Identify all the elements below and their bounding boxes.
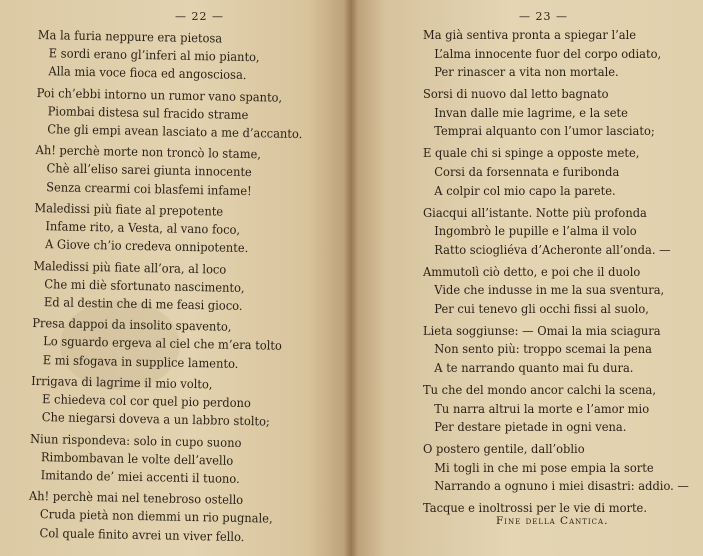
verse-line: Col quale finito avrei un viver fello. [39, 525, 245, 544]
verse-line: Ratto sciogliéva d’Acheronte all’onda. — [434, 242, 671, 257]
verse-line: Non sento più: troppo scemai la pena [434, 342, 653, 357]
verse-line: Ammutolì ciò detto, e poi che il duolo [423, 264, 641, 279]
verse-line: Cruda pietà non diemmi un rio pugnale, [39, 507, 273, 527]
poem-text [28, 26, 321, 547]
verse-line: Temprai alquanto con l’umor lasciato; [434, 124, 655, 139]
verse-line: Giacqui all’istante. Notte più profonda [423, 205, 647, 220]
verse-line: Ah! perchè mai nel tenebroso ostello [28, 489, 244, 508]
verse-line: Irrigava di lagrime il mio volto, [31, 373, 213, 392]
verse-line: Imitando de’ miei accenti il tuono. [40, 468, 240, 486]
verse-line: Niun rispondeva: solo in cupo suono [29, 431, 242, 450]
verse-line: E sordi erano gl’inferi al mio pianto, [48, 46, 260, 65]
verse-line: Lo sguardo ergeva al ciel che m’era tolto [43, 334, 282, 354]
verse-line: Senza crearmi coi blasfemi infame! [46, 179, 252, 198]
right-page [351, 0, 703, 556]
verse-line: Alla mia voce fioca ed angosciosa. [48, 64, 247, 83]
left-page [0, 0, 351, 556]
verse-line: Chè all’eliso sarei giunta innocente [46, 161, 252, 180]
verse-line: E quale chi si spinge a opposte mete, [423, 146, 640, 161]
poem-text [423, 26, 703, 518]
verse-line: Tu narra altrui la morte e l’amor mio [434, 401, 650, 416]
verse-line: Ingombrò le pupille e l’alma il volo [434, 224, 637, 239]
verse-line: Ed al destin che di me feasi gioco. [43, 295, 243, 313]
verse-line: Ma la furia neppure era pietosa [37, 27, 223, 46]
verse-line: Poi ch’ebbi intorno un rumor vano spanto, [36, 85, 283, 105]
verse-line: Che mi diè sfortunato nascimento, [44, 276, 245, 295]
verse-line: A te narrando quanto mai fu dura. [434, 361, 634, 376]
verse-line: Rimbombavan le volte dell’avello [40, 449, 234, 468]
verse-line: Lieta soggiunse: — Omai la mia sciagura [423, 323, 661, 338]
verse-line: Presa dappoi da insolito spavento, [32, 316, 232, 335]
page-number: — 23 — [519, 10, 568, 23]
verse-line: Infame rito, a Vesta, al vano foco, [45, 219, 241, 238]
verse-line: Piombai distesa sul fracido strame [47, 103, 249, 122]
verse-line: E mi sfogava in supplice lamento. [42, 352, 239, 371]
verse-line: Tu che del mondo ancor calchi la scena, [423, 383, 657, 398]
verse-line: Che niegarsi doveva a un labbro stolto; [41, 410, 270, 429]
verse-line: Per destare pietade in ogni vena. [434, 420, 627, 435]
verse-line: L’alma innocente fuor del corpo odiato, [434, 46, 662, 61]
verse-line: Invan dalle mie lagrime, e la sete [434, 105, 628, 120]
verse-line: Che gli empi avean lasciato a me d’accanto. [47, 122, 303, 141]
page-number: — 22 — [175, 10, 224, 23]
verse-line: Maledissi più fiate all’ora, al loco [33, 258, 227, 277]
verse-line: Ah! perchè morte non troncò lo stame, [35, 143, 262, 162]
verse-line: Mi togli in che mi pose empia la sorte [434, 460, 654, 475]
book-gutter [344, 0, 358, 556]
verse-line: Per cui tenevo gli occhi fissi al suolo, [434, 301, 649, 316]
verse-line: Corsi da forsennata e furibonda [434, 164, 620, 179]
end-of-canto: Fine della Cantica. [496, 515, 609, 527]
verse-line: Maledissi più fiate al prepotente [34, 200, 224, 219]
verse-line: Sorsi di nuovo dal letto bagnato [423, 87, 609, 102]
verse-line: E chiedeva col cor quel pio perdono [41, 392, 251, 411]
verse-line: A colpir col mio capo la parete. [434, 183, 616, 198]
verse-line: Ma già sentiva pronta a spiegar l’ale [423, 28, 637, 42]
verse-line: O postero gentile, dall’oblio [423, 442, 585, 457]
verse-line: Narrando a ognuno i miei disastri: addio. — [434, 479, 689, 494]
verse-line: Per rinascer a vita non mortale. [434, 65, 619, 80]
verse-line: A Giove ch’io credeva onnipotente. [44, 237, 249, 256]
verse-line: Tacque e inoltrossi per le vie di morte. [423, 501, 647, 516]
verse-line: Vide che indusse in me la sua sventura, [434, 283, 665, 298]
